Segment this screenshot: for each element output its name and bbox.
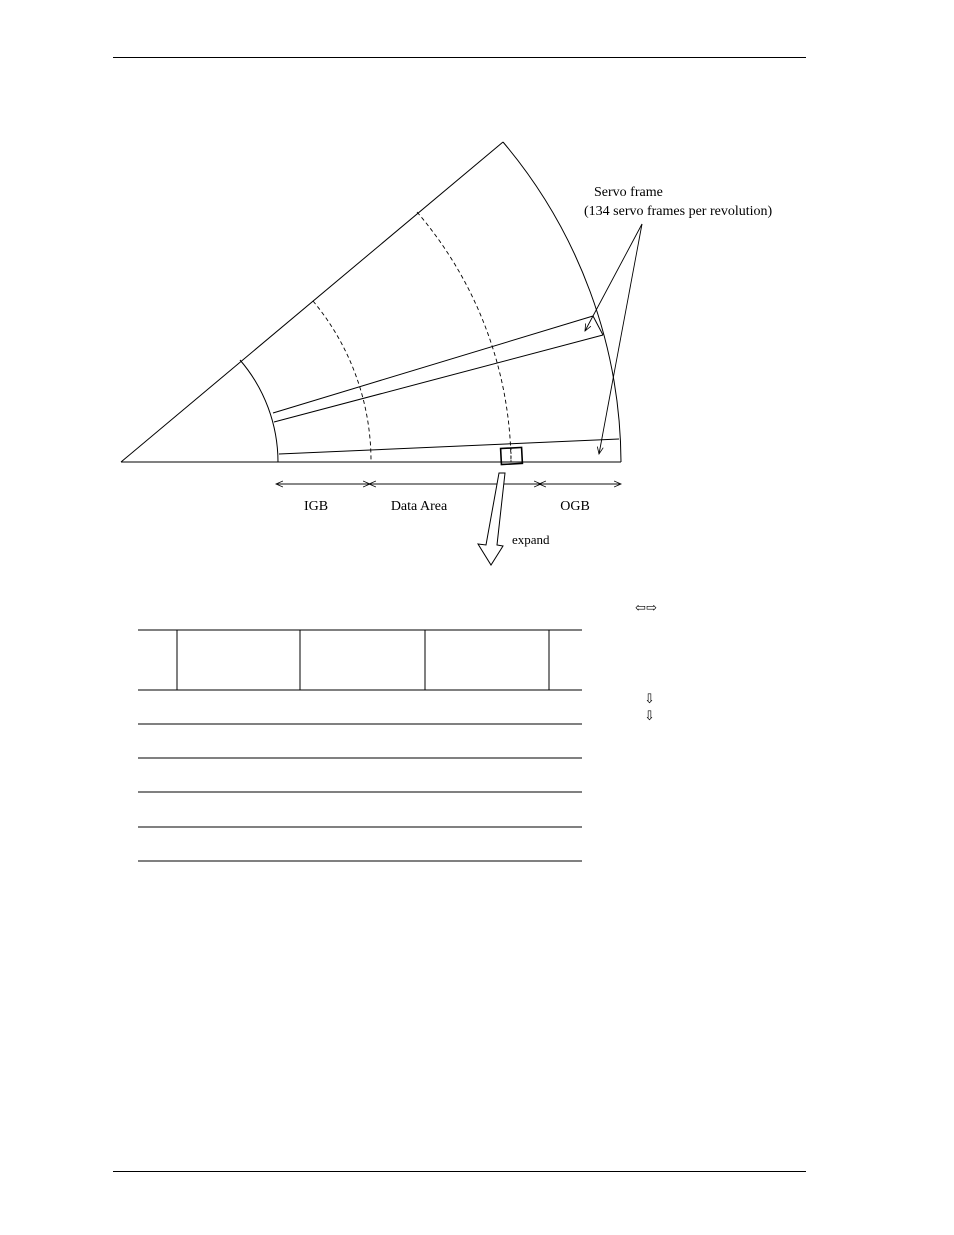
format-table [138, 630, 582, 861]
servo-pointer-arrow-1 [585, 224, 642, 331]
expand-arrow-icon [478, 473, 505, 565]
down-arrow-icon: ⇩ [644, 691, 655, 706]
sector-upper-edge [121, 142, 503, 462]
expand-label: expand [512, 532, 550, 547]
data-area-inner-arc [313, 301, 371, 462]
data-area-boundaries [313, 212, 511, 462]
ogb-label: OGB [560, 499, 590, 514]
servo-frame-a-lower [274, 335, 603, 422]
data-area-label: Data Area [390, 499, 448, 514]
inner-arc [240, 360, 278, 462]
servo-frames [273, 316, 619, 454]
disk-sector [121, 142, 621, 462]
data-area-outer-arc [417, 212, 511, 462]
servo-frame-note: (134 servo frames per revolution) [584, 204, 773, 219]
servo-frame-title: Servo frame [594, 185, 663, 200]
down-arrow-icon-2: ⇩ [644, 708, 655, 723]
horizontal-arrows-icon: ⇦⇨ [635, 600, 657, 615]
servo-frame-a-upper [273, 316, 593, 413]
servo-frame-b [279, 439, 619, 454]
igb-label: IGB [303, 499, 329, 514]
